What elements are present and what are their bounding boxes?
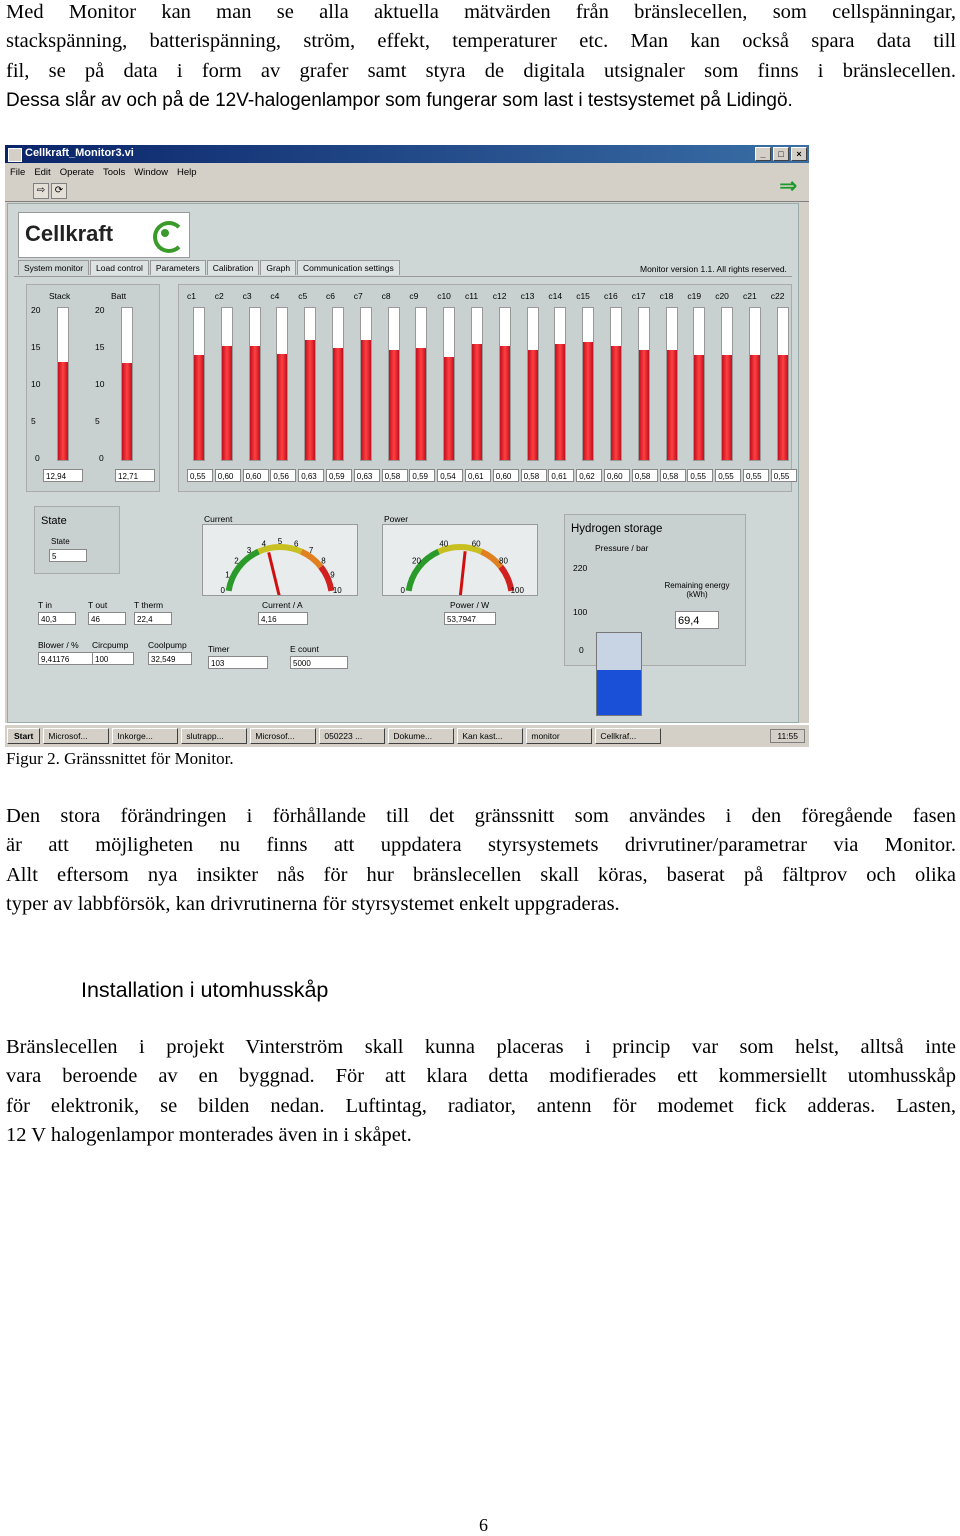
page-number: 6 — [479, 1515, 488, 1535]
stack-tick: 10 — [31, 379, 41, 389]
cell-value: 0,60 — [493, 469, 519, 482]
taskbar-item[interactable]: 050223 ... — [319, 728, 385, 744]
stack-tick: 0 — [35, 453, 40, 463]
hydrogen-title: Hydrogen storage — [571, 523, 663, 535]
state-value: 5 — [49, 549, 87, 562]
field-value: 5000 — [290, 656, 348, 669]
cell-voltage-bar — [554, 307, 566, 461]
tab-calibration[interactable]: Calibration — [207, 260, 260, 275]
cell-value: 0,61 — [548, 469, 574, 482]
cell-value: 0,58 — [632, 469, 658, 482]
current-value: 4,16 — [258, 612, 308, 625]
gauge-tick-label: 1 — [225, 570, 230, 580]
body-line: vara beroende av en byggnad. För att klara detta modifierades ett kommersiellt utomhusskåp — [6, 1065, 956, 1088]
cell-label: c6 — [326, 291, 335, 301]
menu-window[interactable]: Window — [134, 167, 168, 178]
cell-value: 0,61 — [465, 469, 491, 482]
state-panel — [34, 506, 120, 574]
intro-paragraph — [6, 0, 956, 116]
cell-voltage-bar — [749, 307, 761, 461]
field-label: Timer — [208, 644, 230, 654]
batt-tick: 20 — [95, 305, 105, 315]
cell-label: c21 — [743, 291, 757, 301]
cell-voltage-bar — [249, 307, 261, 461]
cell-label: c13 — [520, 291, 535, 301]
gauge-needle — [269, 552, 280, 595]
field-label: Blower / % — [38, 640, 79, 650]
tab-bar — [18, 260, 401, 275]
cell-value: 0,59 — [409, 469, 435, 482]
cell-value: 0,55 — [743, 469, 769, 482]
version-text: Monitor version 1.1. All rights reserved. — [640, 264, 787, 274]
gauge-tick-label: 80 — [499, 556, 508, 566]
body-line: Den stora förändringen i förhållande till det gränssnitt som användes i den föregående fasen — [6, 805, 956, 827]
field-value: 40,3 — [38, 612, 76, 625]
current-gauge — [202, 524, 358, 596]
cell-value: 0,55 — [715, 469, 741, 482]
stack-label: Stack — [49, 291, 71, 301]
stack-tick: 20 — [31, 305, 41, 315]
cell-voltage-bar — [499, 307, 511, 461]
field-value: 22,4 — [134, 612, 172, 625]
state-title: State — [41, 515, 67, 527]
tab-system-monitor[interactable]: System monitor — [18, 260, 89, 275]
gauge-tick-label: 40 — [439, 539, 449, 549]
monitor-screenshot — [5, 145, 809, 747]
field-label: T out — [88, 600, 108, 610]
gauge-arc-segment — [481, 552, 500, 567]
cell-label: c12 — [492, 291, 507, 301]
cell-label: c20 — [715, 291, 729, 301]
cell-label: c14 — [548, 291, 563, 301]
cell-label: c16 — [604, 291, 618, 301]
menu-file[interactable]: File — [10, 167, 26, 178]
cell-value: 0,55 — [187, 469, 213, 482]
cell-value: 0,63 — [298, 469, 324, 482]
power-value: 53,7947 — [444, 612, 496, 625]
cell-voltage-bar — [471, 307, 483, 461]
gauge-tick-label: 9 — [330, 570, 335, 580]
figure-caption: Figur 2. Gränssnittet för Monitor. — [6, 749, 234, 768]
cell-value: 0,58 — [660, 469, 686, 482]
batt-label: Batt — [111, 291, 127, 301]
minimize-button[interactable]: _ — [755, 147, 771, 161]
stack-tick: 15 — [31, 342, 41, 352]
field-value: 9,41176 — [38, 652, 96, 665]
stack-bar — [57, 307, 69, 461]
gauge-tick-label: 2 — [234, 556, 239, 566]
cell-label: c15 — [576, 291, 590, 301]
tab-communication-settings[interactable]: Communication settings — [297, 260, 400, 275]
cell-label: c8 — [381, 291, 391, 301]
power-title: Power — [384, 514, 409, 524]
taskbar-item[interactable]: slutrapp... — [181, 728, 247, 744]
cellkraft-logo: Cellkraft — [18, 212, 190, 258]
body-line: 12 V halogenlampor monterades även in i skåpet. — [6, 1124, 412, 1147]
toolbar — [5, 181, 809, 202]
app-icon — [8, 148, 22, 162]
pressure-tick: 220 — [573, 563, 588, 573]
cell-voltage-bar — [527, 307, 539, 461]
menu-bar — [5, 165, 809, 181]
cell-voltage-bar — [721, 307, 733, 461]
gauge-tick-label: 20 — [412, 556, 421, 566]
intro-line: fil, se på data i form av grafer samt styra de digitala utsignaler som finns i bränslecellen. — [6, 59, 956, 82]
batt-tick: 10 — [95, 379, 105, 389]
cell-voltage-bar — [304, 307, 316, 461]
cell-voltage-bar — [221, 307, 233, 461]
pressure-tick: 100 — [573, 607, 588, 617]
window-titlebar — [5, 145, 809, 163]
cell-voltage-bar — [666, 307, 678, 461]
gauge-tick-label: 8 — [321, 556, 326, 566]
batt-tick: 5 — [95, 416, 100, 426]
cell-value: 0,60 — [243, 469, 269, 482]
cell-value: 0,59 — [326, 469, 352, 482]
section-heading: Installation i utomhusskåp — [81, 978, 329, 1002]
cell-voltage-bar — [638, 307, 650, 461]
stack-tick: 5 — [31, 416, 36, 426]
gauge-tick-label: 3 — [246, 546, 252, 556]
gauge-arc-segment — [229, 552, 259, 591]
gauge-tick-label: 4 — [261, 539, 267, 549]
power-label: Power / W — [450, 600, 490, 610]
cell-value: 0,60 — [604, 469, 630, 482]
gauge-tick-label: 7 — [308, 546, 314, 556]
cell-label: c5 — [298, 291, 308, 301]
current-gauge-dial — [203, 525, 357, 595]
current-label: Current / A — [262, 600, 303, 610]
cell-label: c1 — [187, 291, 196, 301]
gauge-tick-label: 60 — [471, 539, 481, 549]
cell-voltage-bar — [777, 307, 789, 461]
menu-tools[interactable]: Tools — [103, 167, 126, 178]
taskbar-item[interactable]: Dokume... — [388, 728, 454, 744]
field-label: T in — [38, 600, 53, 610]
batt-value: 12,71 — [115, 469, 155, 482]
cell-voltage-bar — [610, 307, 622, 461]
close-button[interactable]: × — [791, 147, 807, 161]
body-line: Bränslecellen i projekt Vinterström skall kunna placeras i princip var som helst, alltså inte — [6, 1036, 956, 1058]
tab-load-control[interactable]: Load control — [90, 260, 149, 275]
cell-label: c11 — [465, 291, 479, 301]
front-panel — [7, 203, 799, 723]
maximize-button[interactable]: □ — [773, 147, 789, 161]
cell-value: 0,62 — [576, 469, 602, 482]
pressure-bar — [596, 632, 642, 716]
cell-label: c17 — [631, 291, 646, 301]
cell-label: c2 — [214, 291, 224, 301]
cell-voltage-bar — [332, 307, 344, 461]
batt-tick: 15 — [95, 342, 105, 352]
field-value: 32,549 — [148, 652, 192, 665]
current-title: Current — [204, 514, 233, 524]
cell-label: c7 — [353, 291, 363, 301]
pressure-label: Pressure / bar — [595, 543, 649, 553]
stack-batt-panel — [26, 284, 160, 492]
cell-voltage-bar — [193, 307, 205, 461]
intro-line: stackspänning, batterispänning, ström, effekt, temperaturer etc. Man kan också spara data till — [6, 30, 956, 53]
cell-label: c3 — [242, 291, 252, 301]
field-value: 46 — [88, 612, 126, 625]
window-title: Cellkraft_Monitor3.vi — [25, 147, 134, 159]
field-label: E count — [290, 644, 319, 654]
taskbar-item[interactable]: monitor — [526, 728, 592, 744]
cell-voltage-bar — [360, 307, 372, 461]
batt-tick: 0 — [99, 453, 104, 463]
power-gauge-dial — [383, 525, 537, 595]
cell-value: 0,56 — [270, 469, 296, 482]
stack-value: 12,94 — [43, 469, 83, 482]
cell-label: c4 — [270, 291, 280, 301]
taskbar — [5, 723, 809, 747]
cell-label: c9 — [409, 291, 419, 301]
cell-voltage-bar — [693, 307, 705, 461]
body-line: för elektronik, se bilden nedan. Luftintag, radiator, antenn för modemet fick adderas. Lasten, — [6, 1094, 956, 1117]
field-value: 100 — [92, 652, 134, 665]
cell-voltage-bar — [388, 307, 400, 461]
taskbar-item[interactable]: Microsof... — [43, 728, 109, 744]
intro-line: Dessa slår av och på de 12V-halogenlampor som fungerar som last i testsystemet på Lidingö. — [6, 90, 793, 112]
run-arrow-icon[interactable]: ⇨ — [33, 183, 49, 199]
cell-value: 0,55 — [687, 469, 713, 482]
cell-value: 0,58 — [382, 469, 408, 482]
field-label: T therm — [134, 600, 164, 610]
gauge-needle — [460, 551, 465, 595]
state-label: State — [51, 537, 70, 546]
cell-voltage-bar — [443, 307, 455, 461]
taskbar-item[interactable]: Kan kast... — [457, 728, 523, 744]
cell-label: c22 — [770, 291, 785, 301]
taskbar-item[interactable]: Inkorge... — [112, 728, 178, 744]
logo-ring-icon — [153, 221, 185, 253]
cell-value: 0,63 — [354, 469, 380, 482]
field-value: 103 — [208, 656, 268, 669]
batt-bar — [121, 307, 133, 461]
cell-voltage-panel — [178, 284, 792, 492]
cell-value: 0,55 — [771, 469, 797, 482]
cell-voltage-bar — [415, 307, 427, 461]
taskbar-clock: 11:55 — [770, 729, 805, 743]
cell-label: c18 — [659, 291, 674, 301]
body-paragraph — [6, 1033, 956, 1151]
cell-label: c19 — [687, 291, 702, 301]
menu-operate[interactable]: Operate — [59, 167, 95, 178]
hydrogen-storage-panel — [564, 514, 746, 666]
menu-edit[interactable]: Edit — [34, 167, 51, 178]
field-label: Coolpump — [148, 640, 187, 650]
remaining-value: 69,4 — [675, 611, 719, 629]
remaining-label: Remaining energy (kWh) — [664, 581, 730, 599]
run-continuous-icon[interactable]: ⟳ — [51, 183, 67, 199]
gauge-tick-label: 0 — [220, 585, 225, 595]
intro-line: Med Monitor kan man se alla aktuella mätvärden från bränslecellen, som cellspänningar, — [6, 1, 956, 23]
power-gauge — [382, 524, 538, 596]
body-line: typer av labbförsök, kan drivrutinerna för styrsystemet enkelt uppgraderas. — [6, 893, 620, 916]
tab-graph[interactable]: Graph — [260, 260, 296, 275]
cell-value: 0,58 — [521, 469, 547, 482]
body-paragraph — [6, 802, 956, 920]
field-label: Circpump — [92, 640, 129, 650]
run-indicator-icon: ⇒ — [779, 173, 798, 198]
cell-value: 0,54 — [437, 469, 463, 482]
gauge-tick-label: 0 — [400, 585, 405, 595]
gauge-tick-label: 10 — [332, 585, 342, 595]
body-line: Allt eftersom nya insikter nås för hur bränslecellen skall köras, baserat på fältprov och olika — [6, 863, 956, 886]
taskbar-item[interactable]: Cellkraf... — [595, 728, 661, 744]
taskbar-item[interactable]: Microsof... — [250, 728, 316, 744]
gauge-tick-label: 5 — [277, 537, 283, 546]
cell-voltage-bar — [582, 307, 594, 461]
pressure-tick: 0 — [579, 645, 584, 655]
cell-voltage-bar — [276, 307, 288, 461]
tab-parameters[interactable]: Parameters — [150, 260, 206, 275]
menu-help[interactable]: Help — [177, 167, 197, 178]
cell-label: c10 — [437, 291, 451, 301]
gauge-tick-label: 100 — [510, 585, 524, 595]
body-line: är att möjligheten nu finns att uppdatera styrsystemets drivrutiner/parametrar via Monitor. — [6, 834, 956, 857]
start-button[interactable]: Start — [7, 728, 40, 744]
gauge-tick-label: 6 — [293, 539, 299, 549]
cell-value: 0,60 — [215, 469, 241, 482]
